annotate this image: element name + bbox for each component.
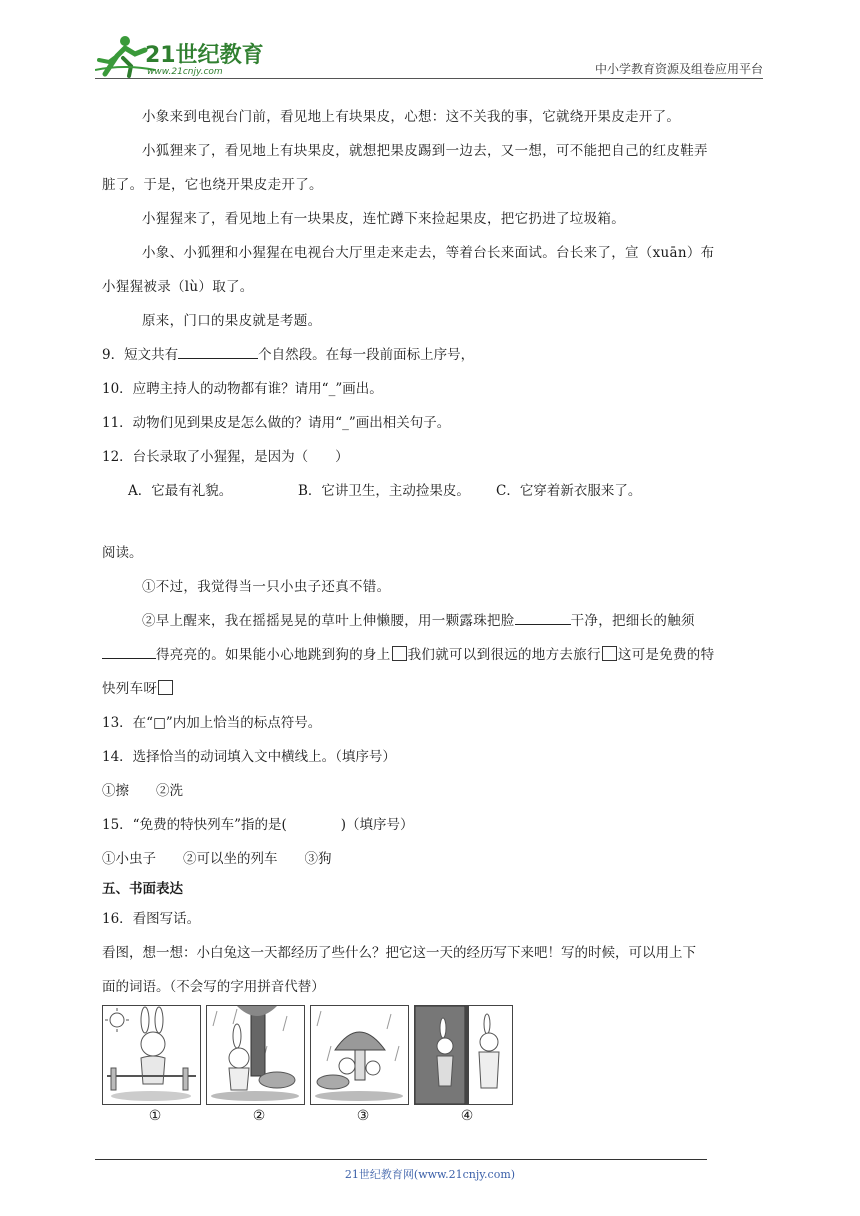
picture-2 [206, 1005, 305, 1105]
option-b[interactable]: B．它讲卫生，主动捡果皮。 [298, 483, 470, 499]
question-15: 15．“免费的特快列车”指的是( )（填序号） [102, 817, 414, 833]
reading-sentence-3-part-a: 得亮亮的。如果能小心地跳到狗的身上 [156, 647, 391, 663]
question-14-options: ①擦 ②洗 [102, 783, 183, 799]
story-paragraph-5: 原来，门口的果皮就是考题。 [142, 313, 322, 329]
question-12: 12．台长录取了小猩猩，是因为（ ） [102, 449, 349, 465]
reading-sentence-2-part-a: ②早上醒来，我在摇摇晃晃的草叶上伸懒腰，用一颗露珠把脸 [142, 613, 515, 629]
story-paragraph-4a: 小象、小狐狸和小猩猩在电视台大厅里走来走去，等着台长来面试。台长来了，宣（xuān）布 [142, 245, 715, 261]
logo [95, 34, 285, 78]
verb-blank-1[interactable] [515, 610, 571, 625]
reading-sentence-4-text: 快列车呀 [102, 681, 158, 697]
option-a[interactable]: A．它最有礼貌。 [128, 483, 233, 499]
punctuation-box[interactable] [158, 680, 173, 695]
platform-label: 中小学教育资源及组卷应用平台 [594, 62, 763, 76]
story-paragraph-3: 小猩猩来了，看见地上有一块果皮，连忙蹲下来捡起果皮，把它扔进了垃圾箱。 [142, 211, 625, 227]
question-11: 11．动物们见到果皮是怎么做的？请用“_”画出相关句子。 [102, 415, 451, 431]
picture-3 [310, 1005, 409, 1105]
question-9 [102, 338, 764, 372]
option-c[interactable]: C．它穿着新衣服来了。 [496, 483, 642, 499]
picture-1 [102, 1005, 201, 1105]
reading-sentence-2-part-b: 干净，把细长的触须 [570, 613, 695, 629]
footer-link[interactable]: 21世纪教育网(www.21cnjy.com) [344, 1168, 516, 1181]
question-12-options [102, 474, 764, 508]
punctuation-box[interactable] [392, 646, 407, 661]
story-paragraph-2b: 脏了。于是，它也绕开果皮走开了。 [102, 177, 323, 193]
reading-sentence-3 [102, 638, 764, 672]
reading-title: 阅读。 [102, 545, 143, 561]
question-10: 10．应聘主持人的动物都有谁？请用“_”画出。 [102, 381, 383, 397]
mushroom-rain-illustration [311, 1006, 408, 1104]
picture-label-1: ① [148, 1108, 162, 1124]
question-13: 13．在“□”内加上恰当的标点符号。 [102, 715, 322, 731]
story-paragraph-2a: 小狐狸来了，看见地上有块果皮，就想把果皮踢到一边去，又一想，可不能把自己的红皮鞋弄 [142, 143, 708, 159]
question-14: 14．选择恰当的动词填入文中横线上。（填序号） [102, 749, 396, 765]
question-16: 16．看图写话。 [102, 911, 201, 927]
picture-label-4: ④ [460, 1108, 474, 1124]
page-header [95, 34, 763, 80]
story-paragraph-4b: 小猩猩被录（lù）取了。 [102, 279, 254, 295]
story-paragraph-1: 小象来到电视台门前，看见地上有块果皮，心想：这不关我的事，它就绕开果皮走开了。 [142, 109, 681, 125]
rabbits-door-illustration [415, 1006, 512, 1104]
answer-blank[interactable] [178, 344, 258, 359]
question-16-instruction-b: 面的词语。（不会写的字用拼音代替） [102, 979, 325, 995]
rabbit-rain-tree-illustration [207, 1006, 304, 1104]
reading-sentence-3-part-c: 这可是免费的特 [617, 647, 715, 663]
question-15-options: ①小虫子 ②可以坐的列车 ③狗 [102, 851, 332, 867]
header-divider [95, 78, 763, 79]
verb-blank-2[interactable] [102, 644, 156, 659]
svg-text:21世纪教育: 21世纪教育 [145, 43, 264, 68]
picture-label-2: ② [252, 1108, 266, 1124]
question-9-text-a: 9．短文共有 [102, 347, 179, 363]
section-5-title: 五、书面表达 [102, 881, 183, 897]
question-16-instruction-a: 看图，想一想：小白兔这一天都经历了些什么？把它这一天的经历写下来吧！写的时候，可以用上下 [102, 945, 696, 961]
svg-text:www.21cnjy.com: www.21cnjy.com [147, 67, 223, 77]
footer-divider [95, 1159, 707, 1160]
rabbit-sun-fence-illustration [103, 1006, 200, 1104]
picture-strip [102, 1005, 512, 1105]
punctuation-box[interactable] [602, 646, 617, 661]
reading-sentence-1: ①不过，我觉得当一只小虫子还真不错。 [142, 579, 391, 595]
reading-sentence-2 [102, 604, 764, 638]
reading-sentence-3-part-b: 我们就可以到很远的地方去旅行 [407, 647, 601, 663]
picture-label-3: ③ [356, 1108, 370, 1124]
page-content [102, 100, 764, 1004]
question-9-text-b: 个自然段。在每一段前面标上序号， [258, 347, 475, 363]
picture-4 [414, 1005, 513, 1105]
reading-sentence-4 [102, 672, 764, 706]
